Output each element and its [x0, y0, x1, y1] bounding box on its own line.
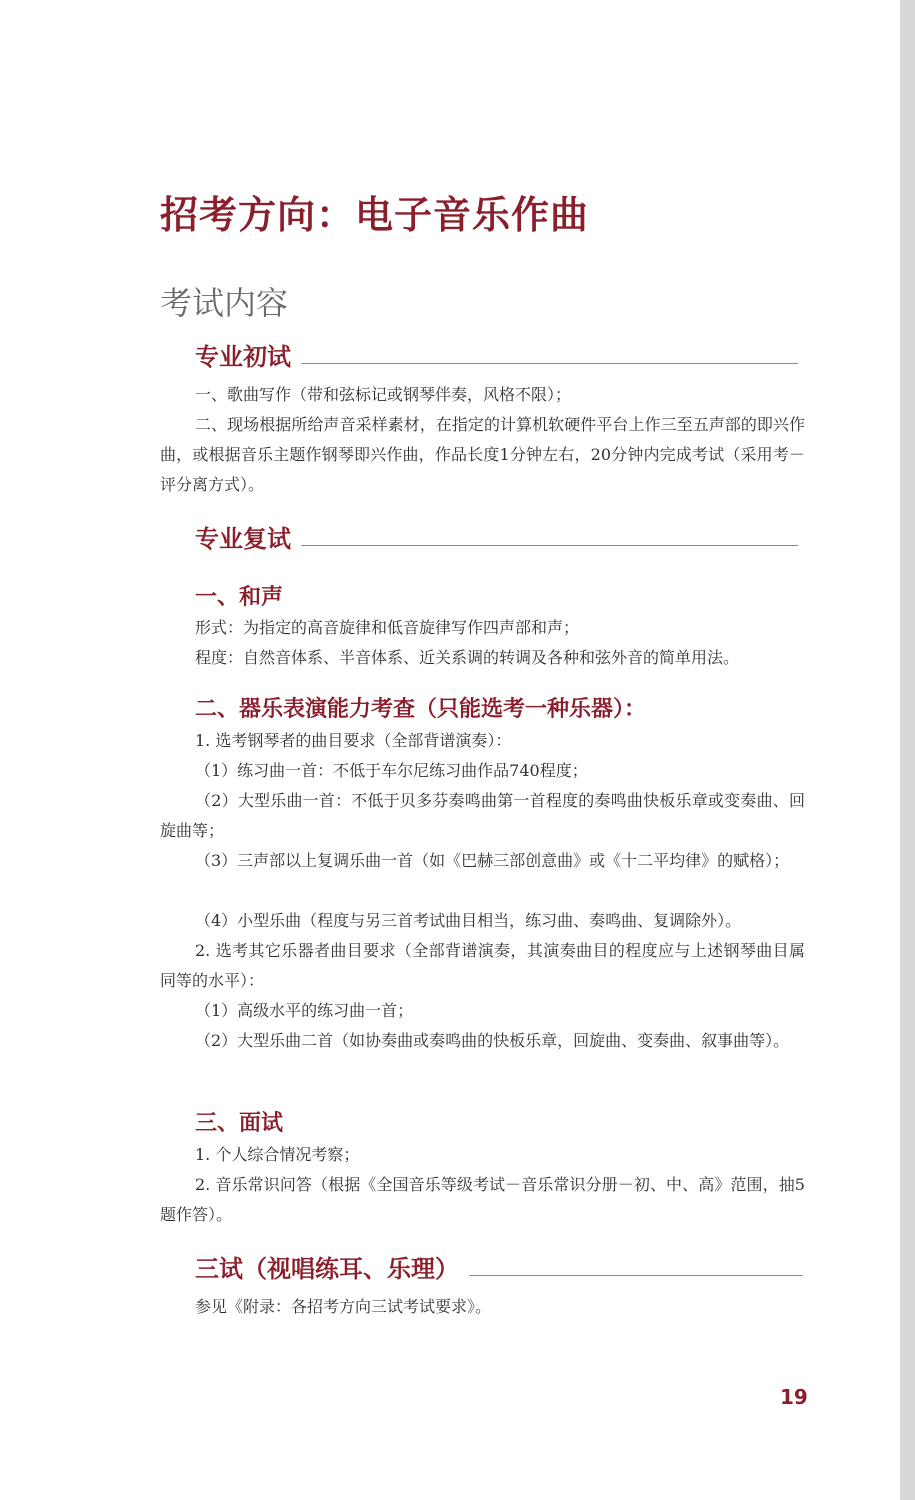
heading-rule: [301, 363, 798, 364]
page-title: 招考方向：电子音乐作曲: [160, 193, 590, 237]
heading-rule: [301, 545, 798, 546]
instrument-line-5: （4）小型乐曲（程度与另三首考试曲目相当，练习曲、奏鸣曲、复调除外）。: [195, 911, 742, 930]
instrument-line-3: （2）大型乐曲一首：不低于贝多芬奏鸣曲第一首程度的奏鸣曲快板乐章或变奏曲、回旋曲等；: [160, 791, 805, 840]
third-heading: [195, 1249, 803, 1283]
retest-heading-text: 专业复试: [195, 524, 291, 553]
preliminary-heading: [195, 337, 798, 371]
interview-line-2: 2. 音乐常识问答（根据《全国音乐等级考试－音乐常识分册－初、中、高》范围，抽5题作答）。: [160, 1175, 805, 1224]
harmony-line-1: 形式：为指定的高音旋律和低音旋律写作四声部和声；: [195, 618, 580, 637]
interview-heading: 三、面试: [195, 1111, 284, 1136]
heading-rule: [469, 1275, 803, 1276]
preliminary-heading-text: 专业初试: [195, 342, 291, 371]
retest-heading: [195, 519, 798, 553]
page-number: 19: [780, 1385, 808, 1409]
instrument-heading: 二、器乐表演能力考查（只能选考一种乐器）：: [195, 697, 647, 722]
page-edge: [900, 0, 915, 1500]
instrument-line-4: （3）三声部以上复调乐曲一首（如《巴赫三部创意曲》或《十二平均律》的赋格）；: [195, 851, 790, 870]
third-heading-text: 三试（视唱练耳、乐理）: [195, 1254, 459, 1283]
instrument-line-6: 2. 选考其它乐器者曲目要求（全部背谱演奏，其演奏曲目的程度应与上述钢琴曲目属同等的水平）：: [160, 941, 805, 990]
third-line-1: 参见《附录：各招考方向三试考试要求》。: [195, 1297, 492, 1316]
instrument-line-8: （2）大型乐曲二首（如协奏曲或奏鸣曲的快板乐章，回旋曲、变奏曲、叙事曲等）。: [195, 1031, 790, 1050]
section-title: 考试内容: [160, 284, 289, 322]
interview-line-1: 1. 个人综合情况考察；: [195, 1145, 360, 1164]
instrument-line-2: （1）练习曲一首：不低于车尔尼练习曲作品740程度；: [195, 761, 588, 780]
prelim-para-1: 一、歌曲写作（带和弦标记或钢琴伴奏，风格不限）；: [195, 385, 572, 404]
instrument-line-7: （1）高级水平的练习曲一首；: [195, 1001, 414, 1020]
harmony-heading: 一、和声: [195, 585, 284, 610]
prelim-para-2: 二、现场根据所给声音采样素材，在指定的计算机软硬件平台上作三至五声部的即兴作曲，或根据音乐主题作钢琴即兴作曲，作品长度1分钟左右，20分钟内完成考试（采用考－评分离方式）。: [160, 415, 805, 494]
harmony-line-2: 程度：自然音体系、半音体系、近关系调的转调及各种和弦外音的简单用法。: [195, 648, 740, 667]
instrument-line-1: 1. 选考钢琴者的曲目要求（全部背谱演奏）：: [195, 731, 512, 750]
